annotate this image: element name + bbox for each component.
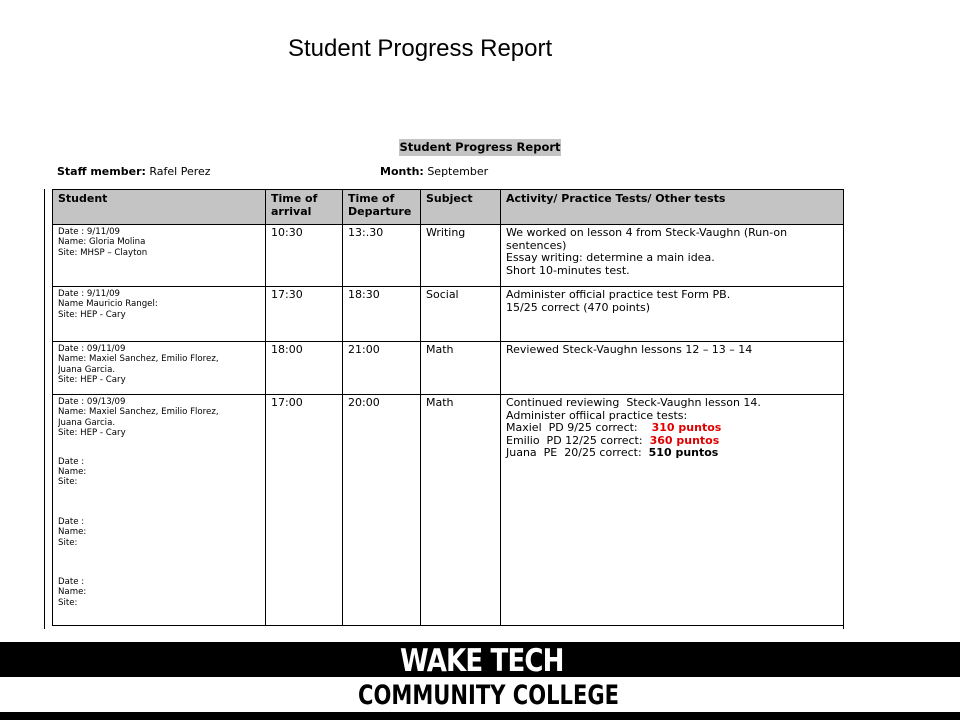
score-value: 360 puntos	[649, 433, 720, 447]
arrival-cell: 17:00	[266, 395, 343, 626]
blank-name: Name:	[58, 467, 87, 478]
activity-line: We worked on lesson 4 from Steck-Vaughn (Run-on	[506, 226, 788, 239]
arrival-cell: 10:30	[266, 225, 343, 287]
student-site: Site: HEP - Cary	[58, 428, 126, 439]
activity-cell	[501, 287, 844, 342]
staff-label: Staff member:	[57, 165, 146, 178]
footer-logo	[0, 642, 960, 720]
header-activity: Activity/ Practice Tests/ Other tests	[501, 190, 844, 225]
student-name: Name: Maxiel Sanchez, Emilio Florez,	[58, 407, 219, 418]
blank-entry	[58, 517, 261, 548]
subject-cell: Writing	[421, 225, 501, 287]
table-row	[53, 395, 844, 626]
staff-value: Rafel Perez	[149, 165, 211, 178]
student-cell	[53, 395, 266, 626]
student-date: Date : 09/11/09	[58, 344, 126, 354]
blank-site: Site:	[58, 537, 78, 548]
activity-line: Short 10-minutes test.	[506, 263, 630, 277]
activity-line: Essay writing: determine a main idea.	[506, 251, 715, 264]
slide-title: Student Progress Report	[288, 35, 553, 62]
blank-date: Date :	[58, 577, 85, 588]
blank-entry	[58, 457, 261, 488]
activity-line: sentences)	[506, 238, 567, 252]
subject-cell: Math	[421, 342, 501, 395]
header-student: Student	[53, 190, 266, 225]
activity-cell	[501, 395, 844, 626]
activity-cell	[501, 342, 844, 395]
table-row	[53, 287, 844, 342]
table-row	[53, 225, 844, 287]
header-subject: Subject	[421, 190, 501, 225]
blank-date: Date :	[58, 456, 85, 467]
student-date: Date : 09/13/09	[58, 397, 126, 407]
student-name-cont: Juana Garcia.	[58, 364, 116, 375]
score-line	[506, 447, 839, 460]
student-cell	[53, 225, 266, 287]
departure-cell: 20:00	[343, 395, 421, 626]
report-month	[380, 165, 488, 178]
logo-band-bottom	[0, 712, 960, 720]
score-label: Maxiel PD 9/25 correct:	[506, 421, 652, 434]
student-name: Name: Gloria Molina	[58, 237, 146, 248]
month-value: September	[427, 165, 489, 178]
score-value: 510 puntos	[648, 446, 719, 459]
departure-cell: 21:00	[343, 342, 421, 395]
student-cell	[53, 287, 266, 342]
activity-line: Continued reviewing Steck-Vaughn lesson 14.	[506, 396, 761, 409]
activity-cell	[501, 225, 844, 287]
subject-cell: Social	[421, 287, 501, 342]
blank-site: Site:	[58, 597, 78, 608]
student-site: Site: HEP - Cary	[58, 375, 126, 386]
report-title: Student Progress Report	[399, 140, 561, 154]
departure-cell: 18:30	[343, 287, 421, 342]
student-site: Site: HEP - Cary	[58, 309, 126, 320]
activity-line: Administer official practice test Form PB.	[506, 288, 731, 301]
student-cell	[53, 342, 266, 395]
score-label: Juana PE 20/25 correct:	[506, 446, 649, 459]
subject-cell: Math	[421, 395, 501, 626]
student-name: Name Mauricio Rangel:	[58, 299, 158, 310]
blank-name: Name:	[58, 587, 87, 598]
score-label: Emilio PD 12/25 correct:	[506, 433, 650, 447]
progress-table	[52, 189, 844, 626]
blank-name: Name:	[58, 527, 87, 538]
student-date: Date : 9/11/09	[58, 227, 121, 237]
logo-wake-tech: WAKE TECH	[400, 643, 564, 679]
month-label: Month:	[380, 165, 424, 178]
staff-member	[57, 165, 211, 178]
score-value: 310 puntos	[651, 421, 722, 434]
table-header-row	[53, 190, 844, 225]
blank-entry	[58, 577, 261, 608]
departure-cell: 13:.30	[343, 225, 421, 287]
blank-site: Site:	[58, 477, 78, 488]
arrival-cell: 17:30	[266, 287, 343, 342]
header-arrival: Time of arrival	[266, 190, 343, 225]
logo-community-college: COMMUNITY COLLEGE	[358, 680, 620, 711]
arrival-cell: 18:00	[266, 342, 343, 395]
activity-line: Reviewed Steck-Vaughn lessons 12 – 13 – 14	[506, 343, 753, 356]
header-departure: Time of Departure	[343, 190, 421, 225]
activity-line: 15/25 correct (470 points)	[506, 300, 651, 314]
student-date: Date : 9/11/09	[58, 289, 121, 299]
student-site: Site: MHSP – Clayton	[58, 247, 148, 258]
student-name: Name: Maxiel Sanchez, Emilio Florez,	[58, 354, 219, 365]
blank-date: Date :	[58, 516, 85, 527]
table-row	[53, 342, 844, 395]
activity-line: Administer offiical practice tests:	[506, 408, 688, 422]
student-name-cont: Juana Garcia.	[58, 417, 116, 428]
